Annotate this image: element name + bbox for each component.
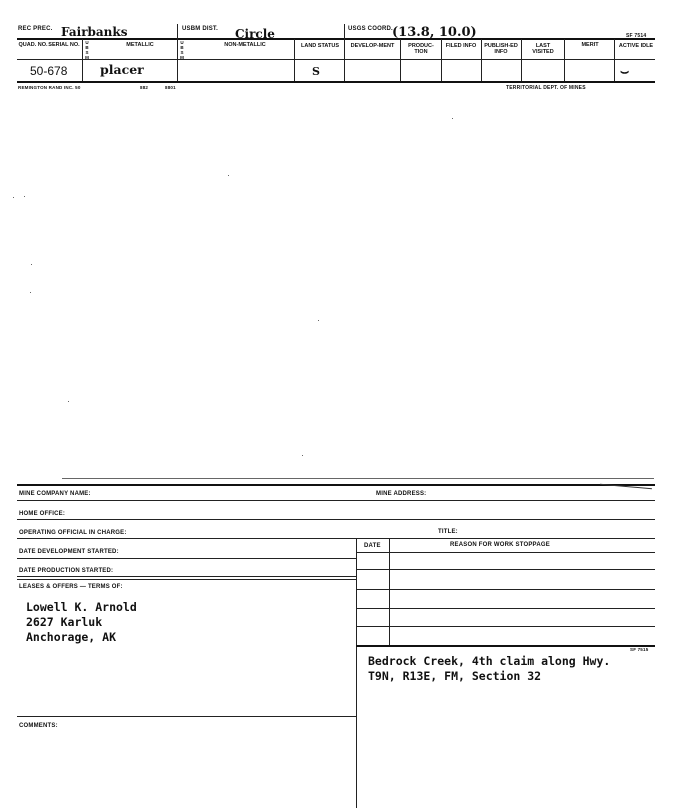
speck bbox=[13, 197, 14, 198]
footer-code-2: 8801 bbox=[165, 85, 176, 90]
speck bbox=[24, 196, 25, 197]
rec-prec-value: Fairbanks bbox=[61, 25, 128, 39]
header-active-idle: ACTIVE IDLE bbox=[618, 43, 654, 49]
header-last-visited: LAST VISITED bbox=[532, 43, 554, 55]
divider bbox=[17, 500, 655, 501]
location-line-1: Bedrock Creek, 4th claim along Hwy. bbox=[368, 654, 611, 668]
reason-col-label: REASON FOR WORK STOPPAGE bbox=[450, 542, 550, 548]
header-usbm-letters: U B S M bbox=[85, 40, 89, 60]
header-filed-info: FILED INFO bbox=[445, 43, 477, 49]
divider bbox=[17, 716, 356, 717]
divider bbox=[356, 569, 655, 570]
header-non-metallic: NON-METALLIC bbox=[224, 42, 266, 48]
comments-label: COMMENTS: bbox=[19, 723, 58, 729]
land-status-value: S bbox=[312, 65, 320, 78]
footer-code-1: 882 bbox=[140, 85, 149, 90]
divider bbox=[356, 645, 655, 647]
quad-no-value: 50-678 bbox=[30, 64, 68, 78]
mine-company-name-label: MINE COMPANY NAME: bbox=[19, 491, 91, 497]
divider bbox=[521, 39, 522, 81]
divider bbox=[17, 38, 655, 40]
divider bbox=[614, 39, 615, 81]
speck bbox=[68, 401, 69, 402]
header-production: PRODUC-TION bbox=[408, 43, 434, 55]
divider bbox=[82, 39, 83, 81]
header-metallic: METALLIC bbox=[126, 42, 154, 48]
speck bbox=[31, 264, 32, 265]
speck bbox=[30, 292, 31, 293]
leases-label: LEASES & OFFERS — TERMS OF: bbox=[19, 584, 123, 590]
date-development-label: DATE DEVELOPMENT STARTED: bbox=[19, 549, 119, 555]
usbm-dist-value: Circle bbox=[235, 27, 275, 41]
divider bbox=[17, 558, 356, 559]
speck bbox=[302, 455, 303, 456]
header-quad-no: QUAD. NO. bbox=[18, 42, 48, 48]
form-number-top: SF 7514 bbox=[626, 33, 647, 39]
divider bbox=[294, 39, 295, 81]
active-idle-mark: ⌣ bbox=[620, 64, 630, 80]
metallic-value: placer bbox=[100, 62, 144, 77]
rec-prec-label: REC PREC. bbox=[18, 26, 53, 32]
form-number-bottom: SF 7515 bbox=[630, 647, 649, 652]
lessee-street: 2627 Karluk bbox=[26, 615, 103, 629]
lessee-name: Lowell K. Arnold bbox=[26, 600, 137, 614]
header-published-info: PUBLISH-ED INFO bbox=[484, 43, 518, 55]
usgs-coord-label: USGS COORD. bbox=[348, 26, 393, 32]
divider bbox=[441, 39, 442, 81]
location-line-2: T9N, R13E, FM, Section 32 bbox=[368, 669, 542, 683]
divider bbox=[17, 519, 655, 520]
divider bbox=[177, 24, 178, 81]
header-usbm-letters-2: U B S M bbox=[180, 40, 184, 60]
operating-official-label: OPERATING OFFICIAL IN CHARGE: bbox=[19, 530, 127, 536]
divider bbox=[62, 478, 654, 479]
divider bbox=[17, 484, 655, 486]
divider bbox=[564, 39, 565, 81]
divider bbox=[344, 24, 345, 81]
header-serial-no: SERIAL NO. bbox=[48, 42, 80, 48]
footer-left: REMINGTON RAND INC. 50 bbox=[18, 85, 81, 90]
header-development: DEVELOP-MENT bbox=[350, 43, 395, 49]
divider bbox=[17, 59, 655, 60]
header-land-status: LAND STATUS bbox=[301, 43, 339, 49]
divider bbox=[356, 538, 357, 808]
title-label: TITLE: bbox=[438, 529, 458, 535]
usgs-coord-value: (13.8, 10.0) bbox=[392, 25, 477, 40]
divider bbox=[356, 608, 655, 609]
divider bbox=[400, 39, 401, 81]
speck bbox=[228, 175, 229, 176]
speck bbox=[318, 320, 319, 321]
mine-address-label: MINE ADDRESS: bbox=[376, 491, 427, 497]
date-production-label: DATE PRODUCTION STARTED: bbox=[19, 568, 114, 574]
speck bbox=[452, 118, 453, 119]
divider bbox=[17, 579, 356, 580]
home-office-label: HOME OFFICE: bbox=[19, 511, 66, 517]
divider bbox=[481, 39, 482, 81]
divider bbox=[17, 81, 655, 83]
lessee-city: Anchorage, AK bbox=[26, 630, 117, 644]
divider bbox=[356, 626, 655, 627]
header-merit: MERIT bbox=[581, 42, 599, 48]
date-col-label: DATE bbox=[364, 543, 381, 549]
footer-right: TERRITORIAL DEPT. OF MINES bbox=[506, 85, 586, 91]
divider bbox=[389, 538, 390, 646]
usbm-dist-label: USBM DIST. bbox=[182, 26, 219, 32]
divider bbox=[17, 538, 655, 539]
divider bbox=[356, 589, 655, 590]
divider bbox=[17, 576, 356, 577]
divider bbox=[356, 552, 655, 553]
